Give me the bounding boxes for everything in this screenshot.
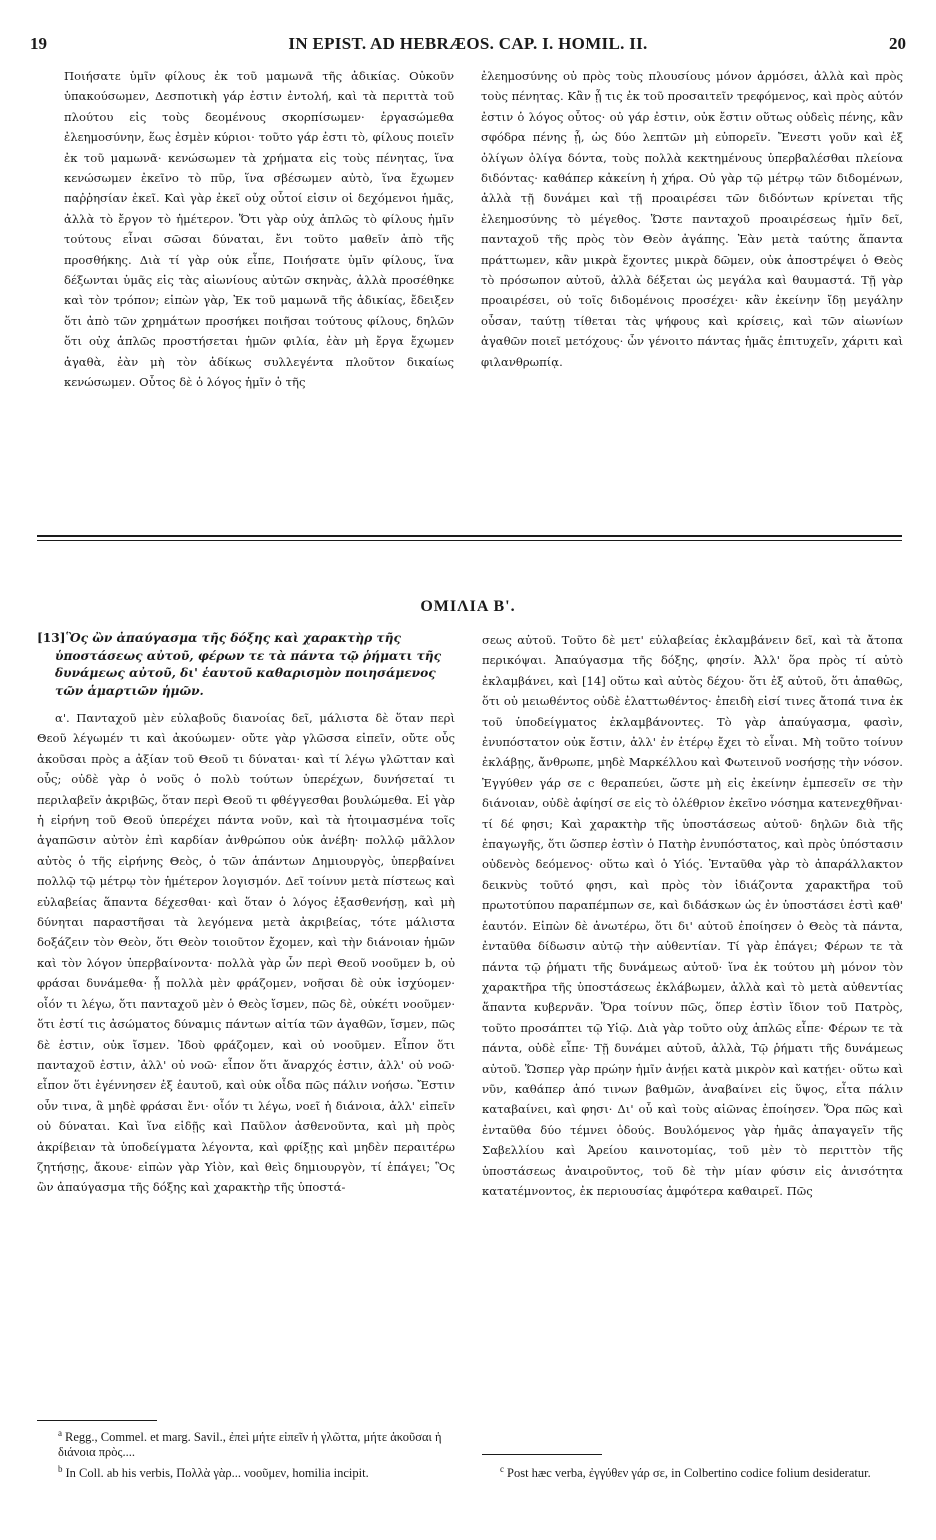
footnote-item bbox=[58, 1426, 454, 1460]
footnote-rule-right bbox=[482, 1454, 602, 1455]
bottom-left-paragraph: α'. Πανταχοῦ μὲν εὐλαβοῦς διανοίας δεῖ, μάλιστα δὲ ὅταν περὶ Θεοῦ λέγωμέν τι καὶ ἀκούωμεν· οὔτε γὰρ γλῶσσα εἰπεῖν, οὔτε οὖς ἀκοῦσαι πρὸς a ἀξίαν τοῦ Θεοῦ τι δύναται· καὶ τί λέγω γλῶτταν καὶ οὖς; οὐδὲ γὰρ ὁ νοῦς ὁ πολὺ τούτων ὑπερέχων, δυνήσεταί τι περιλαβεῖν ἀκριβῶς, ὅταν περὶ Θεοῦ τι φθέγγεσθαι βουλώμεθα. Εἰ γὰρ ἡ εἰρήνη τοῦ Θεοῦ ὑπερέχει πάντα νοῦν, καὶ τὰ ἡτοιμασμένα τοῖς ἀγαπῶσιν αὐτὸν ἐπὶ καρδίαν ἀνθρώπου οὐκ ἀνέβη· πολλῷ μᾶλλον αὐτὸς ὁ τῆς εἰρήνης Θεὸς, ὁ τῶν ἁπάντων Δημιουργὸς, ὑπερβαίνει πολλῷ τῷ μέτρῳ τὸν ἡμέτερον λογισμόν. Δεῖ τοίνυν μετὰ πίστεως καὶ εὐλαβείας ἅπαντα δέχεσθαι· καὶ ὅταν ὁ λόγος ἐξασθενήσῃ, καὶ μὴ δύνηται παραστῆσαι τὰ λεγόμενα μετὰ ἀκριβείας, τότε μάλιστα δοξάζειν τὸν Θεὸν, ὅτι Θεὸν τοιοῦτον ἔχομεν, καὶ τὴν διάνοιαν ἡμῶν καὶ τὸν λόγον ὑπερβαίνοντα· πολλὰ γὰρ ὧν περὶ Θεοῦ νοοῦμεν b, οὐ φράσαι δυνάμεθα· ᾗ πολλὰ μὲν φράζομεν, νοῆσαι δὲ οὐκ ἰσχύομεν· οἷόν τι λέγω, ὅτι πανταχοῦ μὲν ὁ Θεὸς ἴσμεν, πῶς δὲ, οὐκέτι νοοῦμεν· ὅτι ἐστί τις ἀσώματος δύναμις πάντων αἰτία τῶν ἀγαθῶν, ἴσμεν, πῶς δὲ ἐστιν, οὐκ ἴσμεν. Ἰδοὺ φράζομεν, καὶ οὐ νοοῦμεν. Εἶπον ὅτι πανταχοῦ ἐστιν, ἀλλ' οὐ νοῶ· εἶπον ὅτι ἄναρχός ἐστιν, ἀλλ' οὐ νοῶ· εἶπον ὅτι ἐγέννησεν ἐξ ἑαυτοῦ, καὶ οὐκ οἶδα πῶς πάλιν νοήσω. Ἔστιν οὖν τινα, ἃ μηδὲ φράσαι ἔνι· οἷόν τι λέγω, νοεῖ ἡ διάνοια, ἀλλ' εἰπεῖν οὐ δύναται. Καὶ ἵνα εἰδῇς καὶ Παῦλον ἀσθενοῦντα, καὶ μὴ πρὸς ἀκρίβειαν τὰ ὑποδείγματα λέγοντα, καὶ φρίξῃς καὶ μηδὲν περαιτέρω ζητήσῃς, ἄκουε· εἰπὼν γὰρ Υἱὸν, καὶ θεὶς δημιουργὸν, τί ἐπάγει; Ὃς ὢν ἀπαύγασμα τῆς δόξης καὶ χαρακτὴρ τῆς ὑποστά- bbox=[37, 711, 455, 1195]
top-left-paragraph: Ποιήσατε ὑμῖν φίλους ἐκ τοῦ μαμωνᾶ τῆς ἀδικίας. Οὐκοῦν ὑπακούσωμεν, Δεσποτικὴ γάρ ἐστιν ἐντολή, καὶ τὰ περιττὰ τοῦ πλούτου εἰς τοὺς δεομένους σκορπίσωμεν· ἐργασώμεθα ἐλεημοσύνην, ἕως ἐσμὲν κύριοι· τοῦτο γάρ ἐστι τὸ, φίλους ποιεῖν ἐκ τοῦ μαμωνᾶ· κενώσωμεν τὰ χρήματα εἰς τοὺς πένητας, ἵνα κενώσωμεν ἐκεῖνο τὸ πῦρ, ἵνα σβέσωμεν αὐτὸ, ἵνα ἔχωμεν παῤῥησίαν ἐκεῖ. Καὶ γὰρ ἐκεῖ οὐχ οὗτοί εἰσιν οἱ δεχόμενοι ἡμᾶς, ἀλλὰ τὸ ἔργον τὸ ἡμέτερον. Ὅτι γὰρ οὐχ ἁπλῶς τὸ φίλους ἡμῖν τούτους εἶναι σῶσαι δύναται, ἔνι τοῦτο μαθεῖν ἀπὸ τῆς προσθήκης. Διὰ τί γὰρ οὐκ εἶπε, Ποιήσατε ὑμῖν φίλους, ἵνα δέξωνται ὑμᾶς εἰς τὰς αἰωνίους αὐτῶν σκηνὰς, ἀλλὰ προσέθηκε καὶ τὸν τρόπον; εἰπὼν γὰρ, Ἐκ τοῦ μαμωνᾶ τῆς ἀδικίας, ἔδειξεν ὅτι ἀπὸ τῶν χρημάτων προσήκει ποιῆσαι τούτους φίλους, δηλῶν ὅτι οὐχ ἁπλῶς προστήσεται ἡμῶν φιλία, ἐὰν μὴ ἔργα ἔχωμεν ἀγαθὰ, ἐὰν μὴ τὸν ἀδίκως συλλεγέντα πλοῦτον δικαίως κενώσωμεν. Οὗτος δὲ ὁ λόγος ἡμῖν ὁ τῆς bbox=[64, 69, 454, 390]
footnote-item bbox=[500, 1462, 903, 1481]
scripture-lemma bbox=[37, 630, 455, 700]
running-head-title: IN EPIST. AD HEBRÆOS. CAP. I. HOMIL. II. bbox=[288, 34, 648, 53]
bottom-right-paragraph: σεως αὐτοῦ. Τοῦτο δὲ μετ' εὐλαβείας ἐκλαμβάνειν δεῖ, καὶ τὰ ἄτοπα περικόψαι. Ἀπαύγασμα τῆς δόξης, φησίν. Ἀλλ' ὅρα πρὸς τί αὐτὸ ἐκλαμβάνει, καὶ [14] οὕτω καὶ αὐτὸς δέχου· ὅτι ἐξ αὐτοῦ, ὅτι ἀπαθῶς, ὅτι οὐ μειωθέντος οὐδὲ ἐλαττωθέντος· ἐπειδὴ εἰσί τινες ἄτοπά τινα ἐκ τοῦ ὑποδείγματος ἐκλαμβάνοντες. Τὸ γὰρ ἀπαύγασμα, φασὶν, ἐνυπόστατον οὐκ ἔστιν, ἀλλ' ἐν ἑτέρῳ ἔχει τὸ εἶναι. Μὴ τοῦτο τοίνυν ἐκλάβῃς, ἄνθρωπε, μηδὲ Μαρκέλλου καὶ Φωτεινοῦ νοσήσῃς τὴν νόσον. Ἐγγύθεν γάρ σε c θεραπεύει, ὥστε μὴ εἰς ἐκείνην ἐμπεσεῖν σε τὴν διάνοιαν, οὐδὲ ἀφίησί σε εἰς τὸ ὀλέθριον ἐκεῖνο νόσημα κατενεχθῆναι· τί δέ φησι; Καὶ χαρακτὴρ τῆς ὑποστάσεως αὐτοῦ· δηλῶν διὰ τῆς ἐπαγωγῆς, ὅτι ὥσπερ ἐστὶν ὁ Πατὴρ ἐνυπόστατος, καὶ πρὸς ὑπόστασιν οὐδενὸς δεόμενος· οὕτω καὶ ὁ Υἱός. Ἐνταῦθα γὰρ τὸ ἀπαράλλακτον δεικνὺς τοῦτό φησι, καὶ πρὸς τὸν ἰδιάζοντα χαρακτῆρα τοῦ πρωτοτύπου παραπέμπων σε, καὶ διδάσκων ὡς ἐν ὑποστάσει ἐστὶ καθ' ἑαυτόν. Εἰπὼν δὲ ἀνωτέρω, ὅτι δι' αὐτοῦ ἐποίησεν ὁ Θεὸς τὰ πάντα, ἐνταῦθα δίδωσιν αὐτῷ τὴν αὐθεντίαν. Τί γὰρ ἐπάγει; Φέρων τε τὰ πάντα τῷ ῥήματι τῆς δυνάμεως αὐτοῦ· ἵνα ἐκ τούτου μὴ μόνον τὸν χαρακτῆρα τῆς ὑποστάσεως ἐκλάβωμεν, ἀλλὰ καὶ τὸ μετὰ αὐθεντίας ἅπαντα κυβερνᾶν. Ὅρα τοίνυν πῶς, ὅπερ ἐστὶν ἴδιον τοῦ Πατρὸς, τοῦτο προσάπτει τῷ Υἱῷ. Διὰ γὰρ τοῦτο οὐχ ἁπλῶς εἶπε· Φέρων τε τὰ πάντα, οὐδὲ εἶπε· Τῇ δυνάμει αὐτοῦ, ἀλλὰ, Τῷ ῥήματι τῆς δυνάμεως αὐτοῦ. Ὥσπερ γὰρ πρώην ἡμῖν ἀνῄει κατὰ μικρὸν καὶ κατῄει· οὕτω καὶ νῦν, καθάπερ ἀπό τινων βαθμῶν, ἀναβαίνει εἰς ὕψος, εἶτα πάλιν καταβαίνει, καὶ φησι· Δι' οὗ καὶ τοὺς αἰῶνας ἐποίησεν. Ὅρα πῶς καὶ ἐνταῦθα δύο τέμνει ὁδούς. Βουλόμενος γὰρ ἡμᾶς ἀπαγαγεῖν τῆς Σαβελλίου καὶ Ἀρείου καινοτομίας, τοῦ μὲν τὸ περιττὸν τῆς ὑποστάσεως ἀναιροῦντος, τοῦ δὲ τὴν μίαν φύσιν εἰς ἀνισότητα κατατέμνοντος, ἐκ περιουσίας ἀμφότερα καθαιρεῖ. Πῶς bbox=[482, 633, 903, 1198]
right-page-number: 20 bbox=[889, 34, 906, 53]
left-page-number: 19 bbox=[30, 34, 47, 53]
homily-title: ΟΜΙΛΙΑ Β'. bbox=[420, 598, 516, 615]
bottom-right-column bbox=[482, 630, 903, 1201]
section-divider-thick bbox=[37, 535, 902, 537]
section-divider-thin bbox=[37, 540, 902, 541]
footnote-text: Regg., Commel. et marg. Savil., ἐπεὶ μήτε εἰπεῖν ἡ γλῶττα, μήτε ἀκοῦσαι ἡ διάνοια πρὸς.... bbox=[58, 1430, 442, 1460]
footnote-item bbox=[58, 1462, 454, 1481]
top-right-column bbox=[481, 66, 903, 372]
top-right-paragraph: ἐλεημοσύνης οὐ πρὸς τοὺς πλουσίους μόνον ἁρμόσει, ἀλλὰ καὶ πρὸς τοὺς πένητας. Κἂν ᾖ τις ἐκ τοῦ προσαιτεῖν τρεφόμενος, καὶ πρὸς αὐτόν ἐστιν ὁ λόγος οὗτος· οὐ γάρ ἐστιν, οὐκ ἔστιν οὕτως οὐδεὶς πένης, κἂν σφόδρα πένης ᾖ, ὡς δύο λεπτῶν μὴ εὐπορεῖν. Ἔνεστι γοῦν καὶ ἐξ ὀλίγων ὀλίγα δόντα, τοὺς πολλὰ κεκτημένους ὑπερβαλέσθαι πλείονα διδόντας· καθάπερ κἀκείνη ἡ χήρα. Οὐ γὰρ τῷ μέτρῳ τῶν διδομένων, ἀλλὰ τῇ δυνάμει καὶ τῇ προαιρέσει τῶν διδόντων κρίνεται τῆς ἐλεημοσύνης τὸ μέγεθος. Ὥστε πανταχοῦ προαιρέσεως ἡμῖν δεῖ, πανταχοῦ τῆς πρὸς τὸν Θεὸν ἀγάπης. Ἐὰν μετὰ ταύτης ἅπαντα πράττωμεν, κἂν μικρὰ ἔχοντες μικρὰ δῶμεν, οὐκ ἀποστρέψει ὁ Θεὸς τὸ πρόσωπον αὐτοῦ, ἀλλὰ δέξεται ὡς μεγάλα καὶ θαυμαστά. Τῇ γὰρ προαιρέσει, οὐ τοῖς διδομένοις προσέχει· κἂν ἐκείνην ἴδῃ μεγάλην οὖσαν, ταύτῃ τίθεται τὰς ψήφους καὶ κρίσεις, καὶ τῶν αἰωνίων ἀγαθῶν ποιεῖ μετόχους· ὧν γένοιτο πάντας ἡμᾶς ἐπιτυχεῖν, χάριτι καὶ φιλανθρωπίᾳ. bbox=[481, 69, 904, 369]
footnotes-left bbox=[58, 1426, 454, 1483]
footnotes-right bbox=[500, 1462, 903, 1483]
footnote-rule-left bbox=[37, 1420, 157, 1421]
footnote-text: Post hæc verba, ἐγγύθεν γάρ σε, in Colbertino codice folium desideratur. bbox=[507, 1466, 871, 1481]
footnote-mark: a bbox=[58, 1428, 62, 1438]
top-left-column bbox=[64, 66, 454, 393]
running-head bbox=[30, 34, 906, 56]
footnote-mark: b bbox=[58, 1464, 63, 1475]
lemma-verse-marker: [13] bbox=[37, 631, 66, 645]
footnote-mark: c bbox=[500, 1464, 504, 1474]
lemma-text: Ὃς ὢν ἀπαύγασμα τῆς δόξης καὶ χαρακτὴρ τῆς ὑποστάσεως αὐτοῦ, φέρων τε τὰ πάντα τῷ ῥήματι τῆς δυνάμεως αὐτοῦ, δι' ἑαυτοῦ καθαρισμὸν ποιησάμενος τῶν ἁμαρτιῶν ἡμῶν. bbox=[55, 631, 442, 698]
footnote-text: In Coll. ab his verbis, Πολλὰ γὰρ... νοοῦμεν, homilia incipit. bbox=[65, 1466, 369, 1481]
bottom-left-column bbox=[37, 630, 455, 1198]
